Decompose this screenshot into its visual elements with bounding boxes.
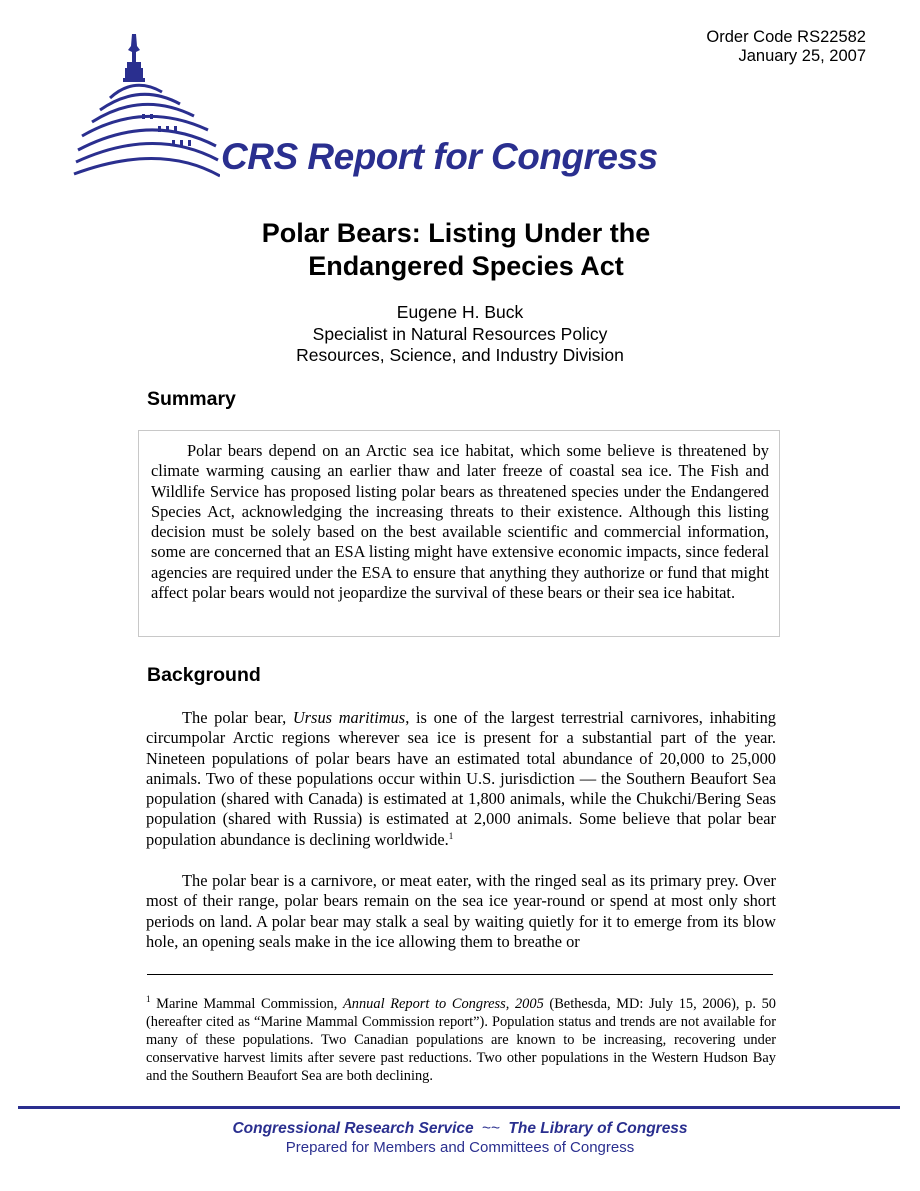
- report-title-line1: Polar Bears: Listing Under the: [261, 218, 651, 248]
- author-block: [0, 302, 920, 367]
- footnote-ref[interactable]: 1: [448, 830, 454, 841]
- footer-loc: The Library of Congress: [508, 1120, 688, 1137]
- footnote-text-end: (Bethesda, MD: July 15, 2006), p. 50 (hereafter cited as “Marine Mammal Commission report”). Population status and trends are not available for many of these populations. Two Canadian populations are known to be increasing, recovering under conservative harvest limits after severe past reductions. Two other populations in the Western Hudson Bay and the Southern Beaufort Sea are both declining.: [146, 996, 776, 1085]
- order-info: [706, 28, 866, 66]
- report-title: [0, 217, 920, 283]
- background-heading: Background: [147, 664, 261, 686]
- footer-org-line: [0, 1120, 920, 1138]
- footnote-text-start: Marine Mammal Commission,: [150, 996, 343, 1012]
- author-division: Resources, Science, and Industry Division: [296, 345, 624, 365]
- footnote: [146, 995, 776, 1085]
- brand-title: CRS Report for Congress: [221, 136, 658, 177]
- footnote-divider: [147, 974, 773, 975]
- background-paragraph-2: The polar bear is a carnivore, or meat eater, with the ringed seal as its primary prey. Over most of their range, polar bears remain on the sea ice year-round or spend at most only short periods on land. A polar bear may stalk a seal by waiting quietly for it to emerge from its blow hole, an opening seals make in the ice allowing them to breathe or: [146, 871, 776, 951]
- footnote-citation-title: Annual Report to Congress, 2005: [343, 996, 544, 1012]
- background-paragraph-1: [146, 708, 776, 850]
- species-name: Ursus maritimus: [292, 708, 406, 727]
- report-date: January 25, 2007: [738, 47, 866, 65]
- p1-text-end: , is one of the largest terrestrial carnivores, inhabiting circumpolar Arctic regions wherever sea ice is present for a substantial part of the year. Nineteen populations of polar bears have an estimated total abundance of 20,000 to 25,000 animals. Two of these populations occur within U.S. jurisdiction — the Southern Beaufort Sea population (shared with Canada) is estimated at 1,800 animals, while the Chukchi/Bering Seas population (shared with Russia) is estimated at 2,000 animals. Some believe that polar bear population abundance is declining worldwide.: [146, 708, 776, 849]
- footer-crs: Congressional Research Service: [232, 1120, 474, 1137]
- author-role: Specialist in Natural Resources Policy: [312, 323, 608, 344]
- capitol-dome-logo: [70, 26, 220, 186]
- footer-tagline: Prepared for Members and Committees of Congress: [285, 1139, 635, 1156]
- report-title-line2: Endangered Species Act: [308, 251, 624, 281]
- footer-separator-icon: ~~: [481, 1120, 501, 1137]
- footer-divider: [18, 1106, 900, 1109]
- summary-text: Polar bears depend on an Arctic sea ice habitat, which some believe is threatened by climate warming causing an earlier thaw and later freeze of coastal sea ice. The Fish and Wildlife Service has proposed listing polar bears as threatened species under the Endangered Species Act, acknowledging the increasing threats to their existence. Although this listing decision must be solely based on the best available scientific and commercial information, some are concerned that an ESA listing might have extensive economic impacts, since federal agencies are required under the ESA to ensure that anything they authorize or fund that might affect polar bears would not jeopardize the survival of these bears or their sea ice habitat.: [151, 441, 769, 603]
- p1-text-start: The polar bear,: [182, 708, 293, 727]
- summary-heading: Summary: [147, 388, 236, 410]
- order-code: Order Code RS22582: [706, 28, 866, 46]
- author-name: Eugene H. Buck: [396, 302, 524, 322]
- footnote-number: 1: [146, 994, 151, 1004]
